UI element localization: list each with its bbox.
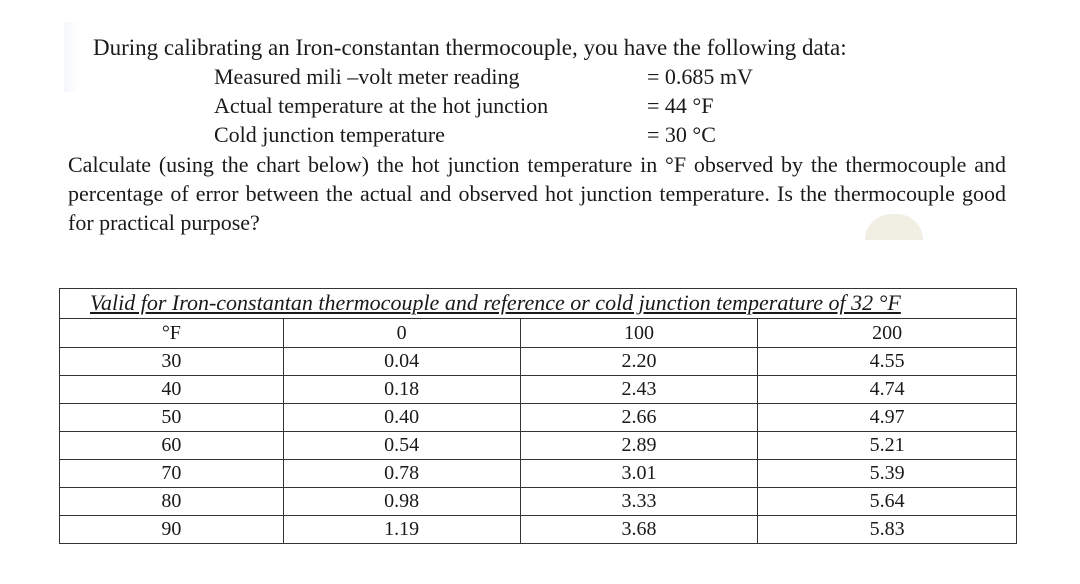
table-cell: 5.39 — [758, 460, 1017, 488]
page-edge-shadow — [64, 22, 80, 92]
table-row — [60, 348, 1017, 376]
table-row — [60, 488, 1017, 516]
table-cell: 0.78 — [283, 460, 520, 488]
table-cell: 5.64 — [758, 488, 1017, 516]
table-cell: 3.33 — [520, 488, 758, 516]
given-value: = 30 °C — [647, 122, 716, 147]
table-cell: 5.83 — [758, 516, 1017, 544]
header-cell: 200 — [758, 319, 1017, 348]
table-cell: 90 — [60, 516, 284, 544]
header-row — [60, 319, 1017, 348]
table-cell: 2.66 — [520, 404, 758, 432]
thermocouple-chart — [59, 288, 1017, 544]
given-label: Measured mili –volt meter reading — [214, 64, 520, 89]
table-cell: 60 — [60, 432, 284, 460]
table-cell: 0.18 — [283, 376, 520, 404]
table-cell: 0.98 — [283, 488, 520, 516]
table-cell: 4.55 — [758, 348, 1017, 376]
table-cell: 1.19 — [283, 516, 520, 544]
table-cell: 2.89 — [520, 432, 758, 460]
table-cell: 5.21 — [758, 432, 1017, 460]
table-cell: 40 — [60, 376, 284, 404]
table-cell: 50 — [60, 404, 284, 432]
table-cell: 4.97 — [758, 404, 1017, 432]
header-cell: 100 — [520, 319, 758, 348]
problem-question: Calculate (using the chart below) the hot junction temperature in °F observed by the thermocouple and percentage of error between the actual and observed hot junction temperature. Is the thermocouple good for practical purpose? — [68, 152, 1006, 235]
chart-caption: Valid for Iron-constantan thermocouple and reference or cold junction temperature of 32 °F — [59, 288, 1017, 318]
table-row — [60, 404, 1017, 432]
table-cell: 0.40 — [283, 404, 520, 432]
problem-intro: During calibrating an Iron-constantan thermocouple, you have the following data: — [93, 35, 847, 60]
table-cell: 3.01 — [520, 460, 758, 488]
table-cell: 0.54 — [283, 432, 520, 460]
table-cell: 70 — [60, 460, 284, 488]
given-value: = 0.685 mV — [647, 64, 753, 89]
table-cell: 3.68 — [520, 516, 758, 544]
table-cell: 2.20 — [520, 348, 758, 376]
table-cell: 4.74 — [758, 376, 1017, 404]
table-cell: 80 — [60, 488, 284, 516]
table-cell: 30 — [60, 348, 284, 376]
table-row — [60, 432, 1017, 460]
table-cell: 0.04 — [283, 348, 520, 376]
header-cell: 0 — [283, 319, 520, 348]
table-row — [60, 460, 1017, 488]
table-row — [60, 376, 1017, 404]
given-value: = 44 °F — [647, 93, 714, 118]
given-label: Actual temperature at the hot junction — [214, 93, 549, 118]
table-row — [60, 516, 1017, 544]
given-label: Cold junction temperature — [214, 122, 445, 147]
header-cell: °F — [60, 319, 284, 348]
table-cell: 2.43 — [520, 376, 758, 404]
